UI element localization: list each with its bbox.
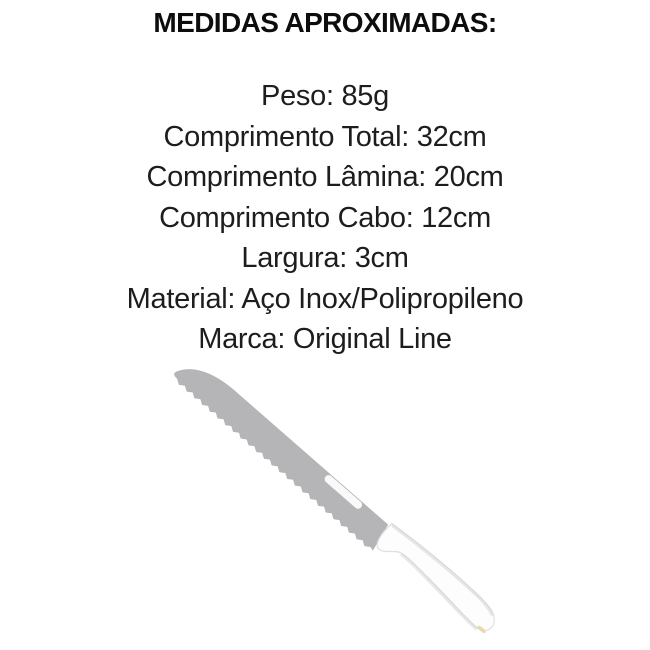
knife-handle [373,521,502,639]
spec-material: Material: Aço Inox/Polipropileno [126,282,524,315]
spec-list [0,76,650,360]
spec-comprimento-total: Comprimento Total: 32cm [163,120,487,153]
spec-peso: Peso: 85g [261,80,389,112]
knife-blade [171,353,392,551]
spec-marca: Marca: Original Line [198,323,452,355]
spec-largura: Largura: 3cm [241,242,409,274]
spec-comprimento-lamina: Comprimento Lâmina: 20cm [146,161,504,193]
page-title: MEDIDAS APROXIMADAS: [153,7,497,38]
bread-knife-image [130,352,512,650]
product-photo [130,352,512,650]
spec-comprimento-cabo: Comprimento Cabo: 12cm [159,201,491,234]
